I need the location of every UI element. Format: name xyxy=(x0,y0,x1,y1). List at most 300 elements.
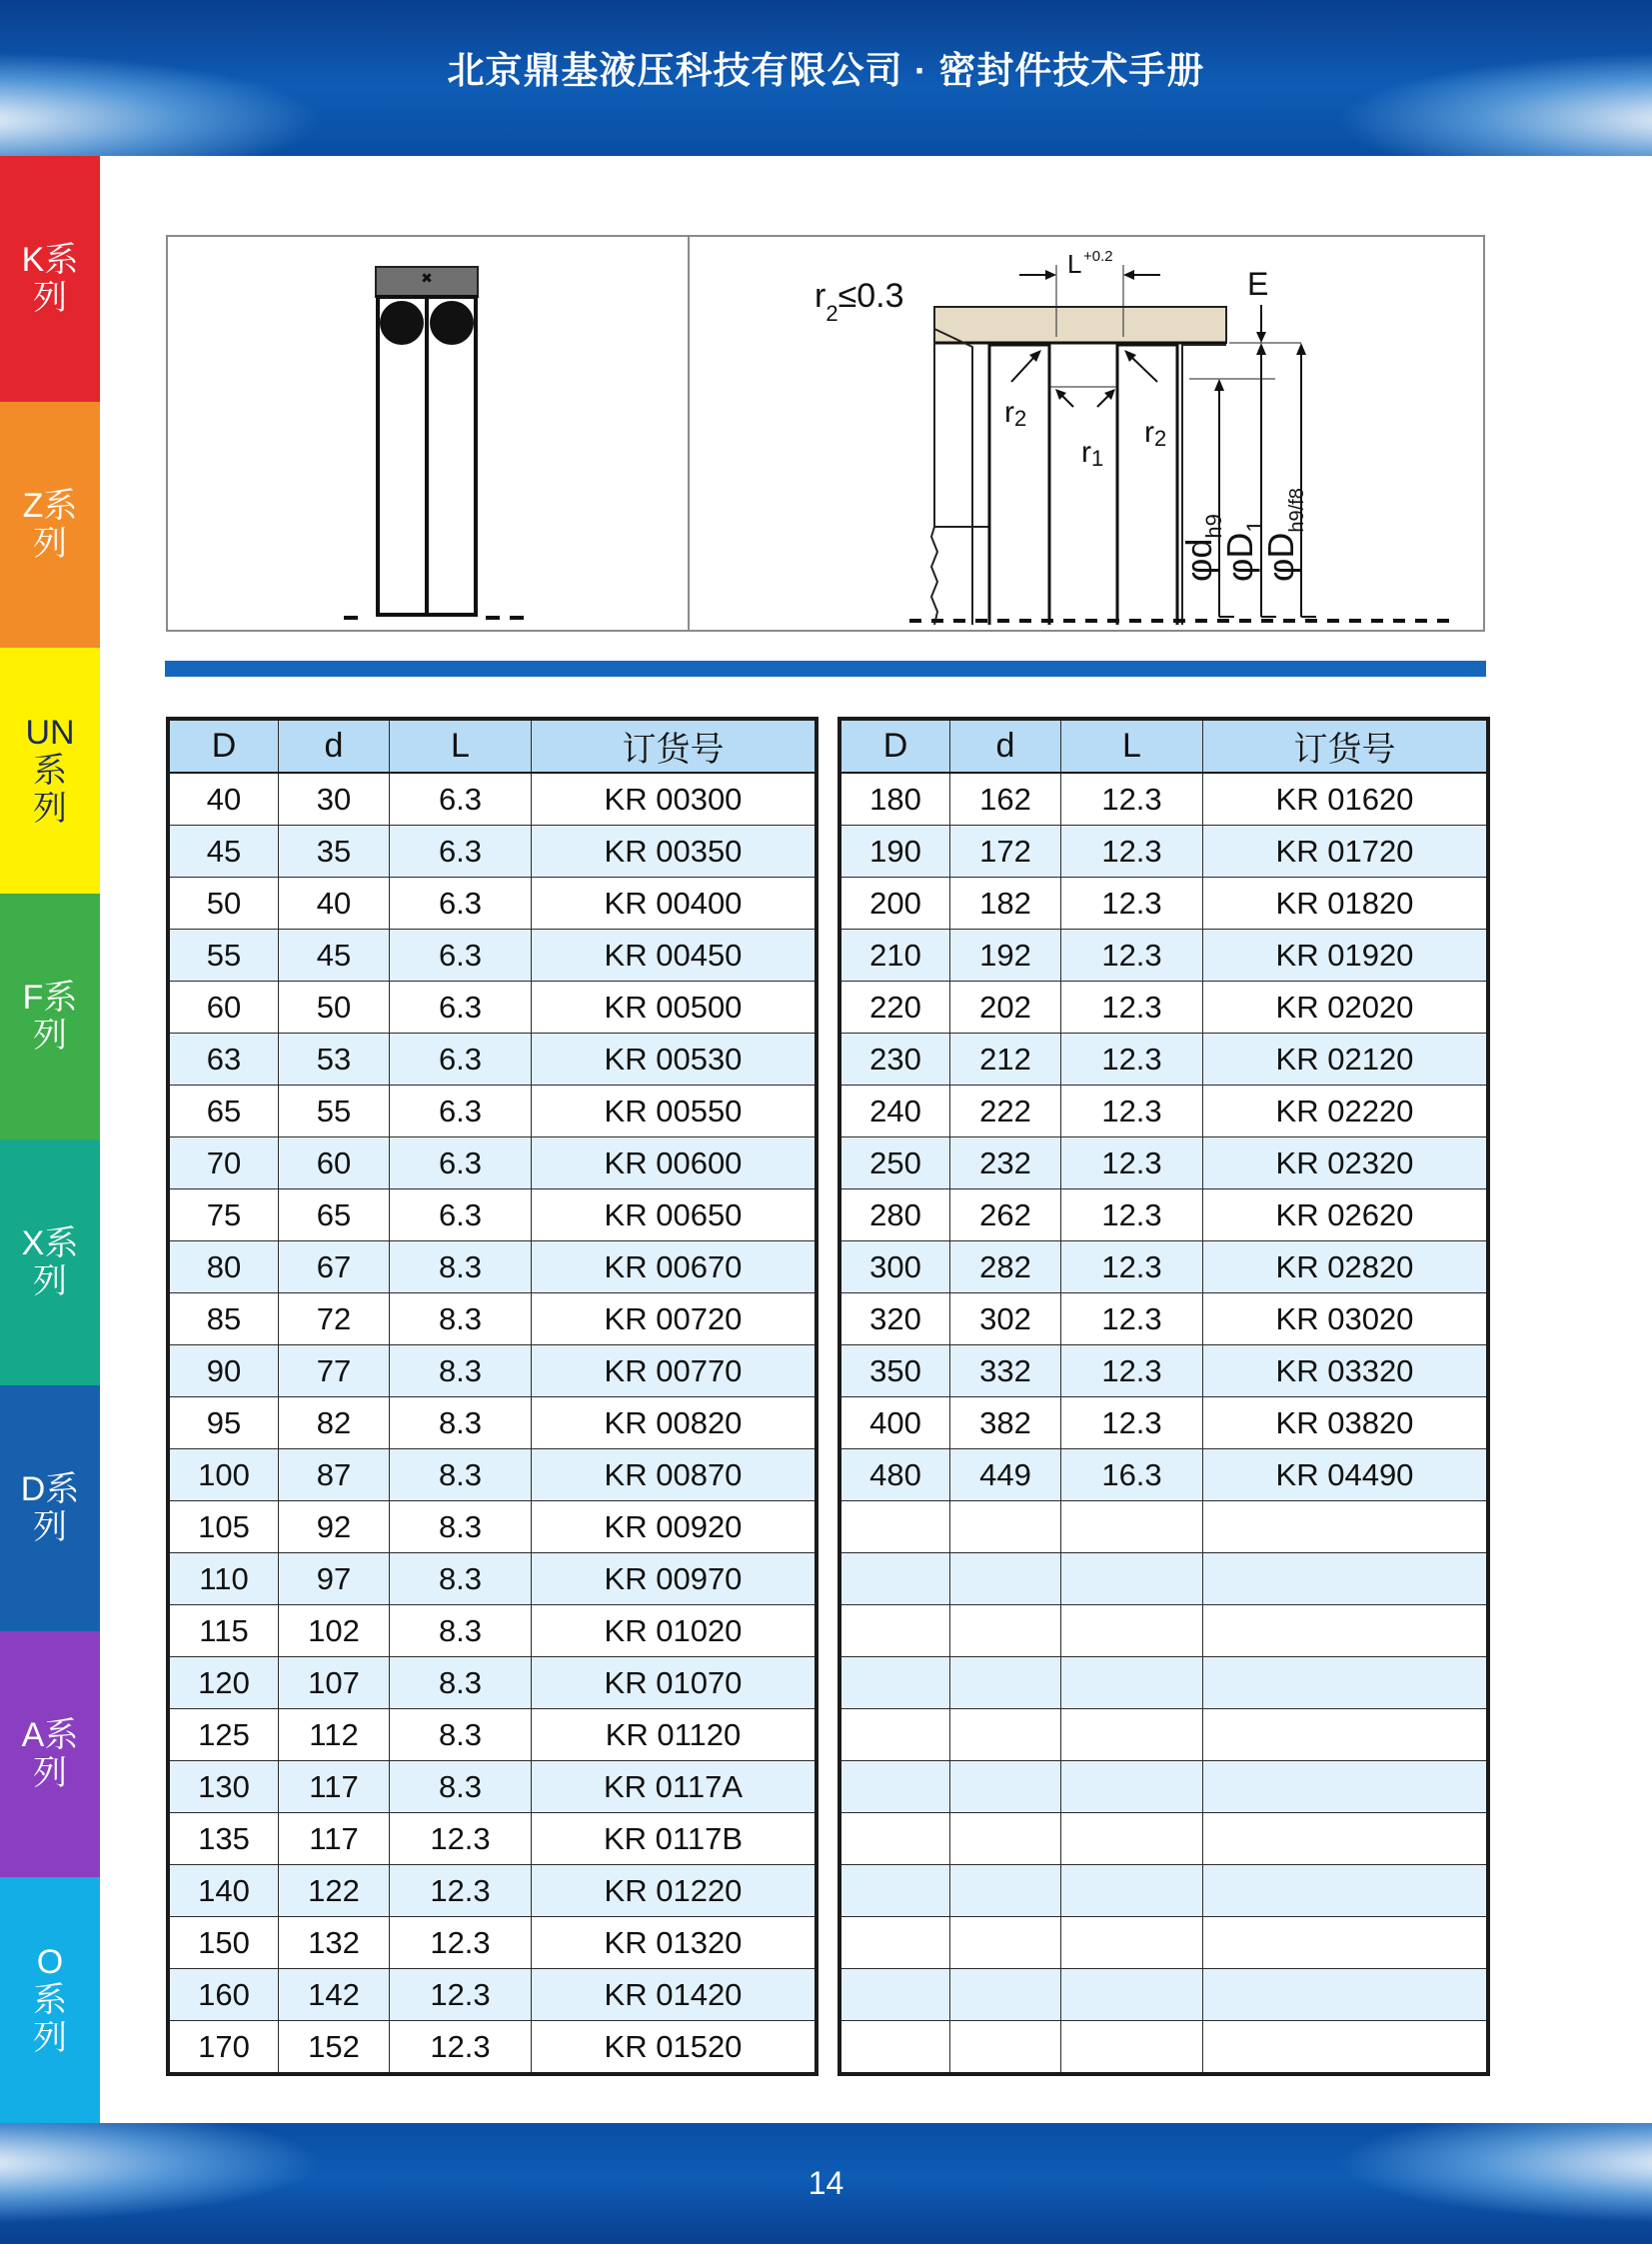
table-row xyxy=(839,1865,1488,1917)
cell-L: 12.3 xyxy=(1061,1293,1203,1345)
col-header-L: L xyxy=(1061,719,1203,773)
table-row xyxy=(168,1241,817,1293)
series-tab-x[interactable] xyxy=(0,1139,100,1385)
series-tab-label: O系列 xyxy=(33,1943,67,2057)
cell-d: 302 xyxy=(950,1293,1061,1345)
series-tab-label: D系列 xyxy=(20,1470,80,1546)
cell-L: 12.3 xyxy=(390,1813,532,1865)
cell-d: 117 xyxy=(279,1761,390,1813)
dim-phi-D: φ xyxy=(1260,558,1301,582)
cell-order-no xyxy=(1203,1709,1489,1761)
section-divider-bar xyxy=(165,661,1486,677)
table-row xyxy=(168,1917,817,1969)
series-tab-label: UN系列 xyxy=(25,714,75,828)
cell-d: 55 xyxy=(279,1086,390,1137)
table-row xyxy=(168,982,817,1034)
svg-text:r2≤0.3: $r_2\le 0.3$ xyxy=(815,277,904,326)
dim-r1: r xyxy=(1081,436,1091,469)
cell-d xyxy=(950,1969,1061,2021)
cell-order-no: KR 01020 xyxy=(532,1605,818,1657)
table-row xyxy=(168,1501,817,1553)
table-row xyxy=(839,1345,1488,1397)
cell-L: 12.3 xyxy=(1061,1241,1203,1293)
cell-d: 82 xyxy=(279,1397,390,1449)
table-row xyxy=(839,1241,1488,1293)
cell-D: 300 xyxy=(839,1241,950,1293)
cell-D: 250 xyxy=(839,1137,950,1189)
series-tab-strip xyxy=(0,156,100,2123)
cell-D: 70 xyxy=(168,1137,279,1189)
table-row xyxy=(168,1657,817,1709)
cell-D xyxy=(839,1865,950,1917)
table-row xyxy=(839,826,1488,878)
cell-L: 12.3 xyxy=(1061,773,1203,826)
table-row xyxy=(839,1709,1488,1761)
cell-order-no xyxy=(1203,1657,1489,1709)
cell-d xyxy=(950,1761,1061,1813)
cell-order-no: KR 01420 xyxy=(532,1969,818,2021)
cell-L: 8.3 xyxy=(390,1709,532,1761)
cell-L xyxy=(1061,1605,1203,1657)
cell-L: 8.3 xyxy=(390,1501,532,1553)
cell-D: 210 xyxy=(839,930,950,982)
cell-order-no: KR 00670 xyxy=(532,1241,818,1293)
col-header-d: d xyxy=(279,719,390,773)
cell-d: 97 xyxy=(279,1553,390,1605)
cell-d: 172 xyxy=(950,826,1061,878)
cell-L xyxy=(1061,1761,1203,1813)
cell-d: 65 xyxy=(279,1189,390,1241)
series-tab-label: F系列 xyxy=(22,979,78,1055)
table-row xyxy=(839,1553,1488,1605)
cell-D: 75 xyxy=(168,1189,279,1241)
table-row xyxy=(168,1397,817,1449)
table-row xyxy=(839,1813,1488,1865)
cell-D: 230 xyxy=(839,1034,950,1086)
cell-D: 63 xyxy=(168,1034,279,1086)
cell-D: 220 xyxy=(839,982,950,1034)
cell-D: 400 xyxy=(839,1397,950,1449)
table-row xyxy=(168,1813,817,1865)
cell-order-no: KR 03820 xyxy=(1203,1397,1489,1449)
svg-text:φdh9: $\varphi d_{h9}$ xyxy=(1178,514,1226,582)
cell-order-no: KR 00870 xyxy=(532,1449,818,1501)
cell-order-no: KR 02120 xyxy=(1203,1034,1489,1086)
cell-d: 142 xyxy=(279,1969,390,2021)
cell-D: 140 xyxy=(168,1865,279,1917)
table-row xyxy=(839,1189,1488,1241)
cell-d: 72 xyxy=(279,1293,390,1345)
cell-d xyxy=(950,1657,1061,1709)
cell-order-no xyxy=(1203,1813,1489,1865)
dim-L: L xyxy=(1067,249,1082,279)
cell-d: 152 xyxy=(279,2021,390,2075)
cell-order-no: KR 00970 xyxy=(532,1553,818,1605)
cell-order-no: KR 02820 xyxy=(1203,1241,1489,1293)
cell-d: 122 xyxy=(279,1865,390,1917)
table-row xyxy=(839,1917,1488,1969)
cell-d: 30 xyxy=(279,773,390,826)
cell-L: 8.3 xyxy=(390,1761,532,1813)
cell-D: 95 xyxy=(168,1397,279,1449)
cell-d: 162 xyxy=(950,773,1061,826)
cell-order-no: KR 04490 xyxy=(1203,1449,1489,1501)
table-row xyxy=(839,1501,1488,1553)
cell-D: 50 xyxy=(168,878,279,930)
cell-d xyxy=(950,1605,1061,1657)
cell-L xyxy=(1061,1553,1203,1605)
table-row xyxy=(839,1761,1488,1813)
cell-d: 182 xyxy=(950,878,1061,930)
cell-order-no: KR 00770 xyxy=(532,1345,818,1397)
svg-text:r2: r2 xyxy=(1144,416,1167,451)
table-row xyxy=(168,1086,817,1137)
cell-order-no: KR 03020 xyxy=(1203,1293,1489,1345)
table-row xyxy=(168,1034,817,1086)
cell-d: 40 xyxy=(279,878,390,930)
cell-D xyxy=(839,1813,950,1865)
cell-L: 12.3 xyxy=(390,1917,532,1969)
cell-order-no: KR 01070 xyxy=(532,1657,818,1709)
col-header-D: D xyxy=(839,719,950,773)
cell-d: 53 xyxy=(279,1034,390,1086)
cell-order-no xyxy=(1203,1553,1489,1605)
cell-order-no: KR 01720 xyxy=(1203,826,1489,878)
table-row xyxy=(839,2021,1488,2075)
col-header-order-no: 订货号 xyxy=(532,719,818,773)
svg-text:φD1: $\varphi D_1$ xyxy=(1219,520,1267,582)
cell-d: 262 xyxy=(950,1189,1061,1241)
cell-d: 50 xyxy=(279,982,390,1034)
cell-order-no xyxy=(1203,2021,1489,2075)
cell-D: 60 xyxy=(168,982,279,1034)
cell-L: 8.3 xyxy=(390,1605,532,1657)
cell-order-no xyxy=(1203,1761,1489,1813)
cell-L: 6.3 xyxy=(390,1034,532,1086)
cell-order-no: KR 01820 xyxy=(1203,878,1489,930)
series-tab-label: X系列 xyxy=(21,1224,79,1300)
cell-L: 8.3 xyxy=(390,1293,532,1345)
cell-D: 130 xyxy=(168,1761,279,1813)
cell-D: 190 xyxy=(839,826,950,878)
footer-banner xyxy=(0,2123,1652,2244)
col-header-L: L xyxy=(390,719,532,773)
cell-L xyxy=(1061,1657,1203,1709)
table-row xyxy=(839,1969,1488,2021)
table-row xyxy=(168,930,817,982)
dim-r2-left: r xyxy=(1004,396,1014,429)
cell-d: 112 xyxy=(279,1709,390,1761)
series-tab-d[interactable] xyxy=(0,1385,100,1631)
svg-text:r1: r1 xyxy=(1081,436,1104,471)
cell-L: 12.3 xyxy=(1061,878,1203,930)
cell-order-no: KR 0117A xyxy=(532,1761,818,1813)
cell-L: 12.3 xyxy=(1061,982,1203,1034)
cell-D: 65 xyxy=(168,1086,279,1137)
cell-order-no: KR 02220 xyxy=(1203,1086,1489,1137)
series-tab-f[interactable] xyxy=(0,894,100,1139)
cell-order-no: KR 00450 xyxy=(532,930,818,982)
table-row xyxy=(839,878,1488,930)
cell-D: 85 xyxy=(168,1293,279,1345)
cell-order-no: KR 00300 xyxy=(532,773,818,826)
table-row xyxy=(839,1086,1488,1137)
cell-D: 180 xyxy=(839,773,950,826)
table-header-row xyxy=(839,719,1488,773)
cell-d: 92 xyxy=(279,1501,390,1553)
page-number: 14 xyxy=(808,2165,844,2201)
cell-d: 67 xyxy=(279,1241,390,1293)
cell-d xyxy=(950,1813,1061,1865)
cell-L: 12.3 xyxy=(1061,1034,1203,1086)
series-tab-z[interactable] xyxy=(0,402,100,648)
cell-D: 150 xyxy=(168,1917,279,1969)
cell-D: 120 xyxy=(168,1657,279,1709)
cell-order-no xyxy=(1203,1969,1489,2021)
cell-order-no: KR 02020 xyxy=(1203,982,1489,1034)
cell-d: 45 xyxy=(279,930,390,982)
cell-d xyxy=(950,1917,1061,1969)
cell-D: 40 xyxy=(168,773,279,826)
cell-order-no: KR 00720 xyxy=(532,1293,818,1345)
cell-L xyxy=(1061,1969,1203,2021)
cell-d: 202 xyxy=(950,982,1061,1034)
table-row xyxy=(839,1657,1488,1709)
cell-order-no xyxy=(1203,1917,1489,1969)
cell-D: 350 xyxy=(839,1345,950,1397)
cell-order-no: KR 00600 xyxy=(532,1137,818,1189)
cell-d: 132 xyxy=(279,1917,390,1969)
cell-order-no xyxy=(1203,1605,1489,1657)
cell-L: 12.3 xyxy=(1061,1189,1203,1241)
cell-L: 6.3 xyxy=(390,773,532,826)
table-header-row xyxy=(168,719,817,773)
cell-order-no: KR 01120 xyxy=(532,1709,818,1761)
cell-d: 449 xyxy=(950,1449,1061,1501)
cell-L: 6.3 xyxy=(390,826,532,878)
cell-D xyxy=(839,1917,950,1969)
cell-L: 8.3 xyxy=(390,1449,532,1501)
table-row xyxy=(839,1397,1488,1449)
cell-L: 16.3 xyxy=(1061,1449,1203,1501)
cell-d: 117 xyxy=(279,1813,390,1865)
dim-r2-max: r xyxy=(815,277,826,315)
cell-D: 320 xyxy=(839,1293,950,1345)
cell-d xyxy=(950,1865,1061,1917)
cell-L: 8.3 xyxy=(390,1241,532,1293)
series-tab-un[interactable] xyxy=(0,648,100,894)
table-row xyxy=(168,1969,817,2021)
cell-D: 55 xyxy=(168,930,279,982)
cell-d: 192 xyxy=(950,930,1061,982)
table-row xyxy=(839,1293,1488,1345)
svg-text:φDh9/f8: $\varphi D_{h9/f8}$ xyxy=(1260,488,1308,582)
table-row xyxy=(168,1293,817,1345)
table-row xyxy=(168,1189,817,1241)
table-row xyxy=(839,930,1488,982)
cell-L: 12.3 xyxy=(1061,1345,1203,1397)
series-tab-label: K系列 xyxy=(21,241,79,317)
cell-L: 12.3 xyxy=(390,1969,532,2021)
cell-order-no: KR 00400 xyxy=(532,878,818,930)
cell-order-no: KR 00350 xyxy=(532,826,818,878)
cell-order-no: KR 01920 xyxy=(1203,930,1489,982)
table-row xyxy=(168,826,817,878)
cell-L: 12.3 xyxy=(1061,1137,1203,1189)
cell-L: 12.3 xyxy=(1061,826,1203,878)
cell-L xyxy=(1061,2021,1203,2075)
cell-D: 80 xyxy=(168,1241,279,1293)
cell-d: 232 xyxy=(950,1137,1061,1189)
cell-D: 45 xyxy=(168,826,279,878)
cell-D: 125 xyxy=(168,1709,279,1761)
cell-L: 12.3 xyxy=(1061,1397,1203,1449)
cell-order-no: KR 02320 xyxy=(1203,1137,1489,1189)
cell-L xyxy=(1061,1813,1203,1865)
cell-order-no xyxy=(1203,1501,1489,1553)
dim-r2-right: r xyxy=(1144,416,1154,449)
cell-d: 77 xyxy=(279,1345,390,1397)
series-tab-label: Z系列 xyxy=(22,487,78,563)
cell-d: 332 xyxy=(950,1345,1061,1397)
cell-d xyxy=(950,1553,1061,1605)
cell-L: 12.3 xyxy=(390,2021,532,2075)
cell-D: 280 xyxy=(839,1189,950,1241)
cell-D xyxy=(839,1501,950,1553)
cell-D xyxy=(839,1761,950,1813)
cell-L: 8.3 xyxy=(390,1345,532,1397)
series-tab-k[interactable] xyxy=(0,156,100,402)
cell-d: 282 xyxy=(950,1241,1061,1293)
cell-D xyxy=(839,1969,950,2021)
cell-L: 12.3 xyxy=(390,1865,532,1917)
cell-D: 170 xyxy=(168,2021,279,2075)
cell-order-no: KR 01620 xyxy=(1203,773,1489,826)
cell-D xyxy=(839,1709,950,1761)
cell-D: 240 xyxy=(839,1086,950,1137)
cell-L: 6.3 xyxy=(390,1137,532,1189)
cell-order-no: KR 00530 xyxy=(532,1034,818,1086)
table-row xyxy=(168,1449,817,1501)
cell-d xyxy=(950,1501,1061,1553)
cell-D: 200 xyxy=(839,878,950,930)
dim-E: E xyxy=(1247,266,1269,302)
cell-d: 382 xyxy=(950,1397,1061,1449)
table-body xyxy=(168,773,817,2074)
table-row xyxy=(168,1605,817,1657)
svg-text:✖: ✖ xyxy=(421,271,433,287)
installation-drawing xyxy=(690,237,1483,630)
cell-D: 110 xyxy=(168,1553,279,1605)
cell-d: 222 xyxy=(950,1086,1061,1137)
cell-L xyxy=(1061,1865,1203,1917)
table-row xyxy=(839,1449,1488,1501)
table-row xyxy=(168,1709,817,1761)
cell-order-no: KR 02620 xyxy=(1203,1189,1489,1241)
cell-D: 115 xyxy=(168,1605,279,1657)
series-tab-label: A系列 xyxy=(21,1716,79,1792)
table-body xyxy=(839,773,1488,2074)
table-row xyxy=(839,1034,1488,1086)
cell-order-no: KR 03320 xyxy=(1203,1345,1489,1397)
page-title: 北京鼎基液压科技有限公司 · 密封件技术手册 xyxy=(447,50,1205,91)
cell-L: 8.3 xyxy=(390,1657,532,1709)
table-row xyxy=(168,1553,817,1605)
cell-L: 8.3 xyxy=(390,1397,532,1449)
dim-phi-D1: φ xyxy=(1219,558,1260,582)
table-row xyxy=(168,878,817,930)
cell-D xyxy=(839,1657,950,1709)
cell-D: 135 xyxy=(168,1813,279,1865)
cell-D: 105 xyxy=(168,1501,279,1553)
table-row xyxy=(168,1865,817,1917)
table-row xyxy=(168,1137,817,1189)
cell-L: 6.3 xyxy=(390,1189,532,1241)
cell-D xyxy=(839,1553,950,1605)
table-row xyxy=(168,2021,817,2075)
cell-d: 60 xyxy=(279,1137,390,1189)
cell-d: 212 xyxy=(950,1034,1061,1086)
cell-D xyxy=(839,1605,950,1657)
cell-L: 6.3 xyxy=(390,1086,532,1137)
cell-order-no: KR 00550 xyxy=(532,1086,818,1137)
table-row xyxy=(168,1345,817,1397)
dim-phi-d: φ xyxy=(1178,558,1219,582)
cell-order-no: KR 00650 xyxy=(532,1189,818,1241)
cell-order-no xyxy=(1203,1865,1489,1917)
col-header-order-no: 订货号 xyxy=(1203,719,1489,773)
cell-D: 160 xyxy=(168,1969,279,2021)
cell-d: 35 xyxy=(279,826,390,878)
cell-d: 87 xyxy=(279,1449,390,1501)
series-tab-o[interactable] xyxy=(0,1877,100,2123)
table-row xyxy=(839,1137,1488,1189)
cell-order-no: KR 01320 xyxy=(532,1917,818,1969)
cell-D: 100 xyxy=(168,1449,279,1501)
svg-text:r2: r2 xyxy=(1004,396,1027,431)
table-row xyxy=(168,773,817,826)
series-tab-a[interactable] xyxy=(0,1631,100,1877)
cell-L: 8.3 xyxy=(390,1553,532,1605)
table-row xyxy=(839,773,1488,826)
cell-D xyxy=(839,2021,950,2075)
cell-L xyxy=(1061,1917,1203,1969)
cell-D: 480 xyxy=(839,1449,950,1501)
dim-L-tolerance: +0.2 xyxy=(1083,248,1113,265)
table-row xyxy=(839,1605,1488,1657)
cell-d xyxy=(950,2021,1061,2075)
table-row xyxy=(839,982,1488,1034)
col-header-D: D xyxy=(168,719,279,773)
cell-order-no: KR 01220 xyxy=(532,1865,818,1917)
cell-L: 6.3 xyxy=(390,930,532,982)
cell-L: 12.3 xyxy=(1061,1086,1203,1137)
cell-L: 6.3 xyxy=(390,982,532,1034)
cell-D: 90 xyxy=(168,1345,279,1397)
header-banner xyxy=(0,0,1652,156)
seal-cross-section xyxy=(168,237,686,630)
cell-L: 12.3 xyxy=(1061,930,1203,982)
order-table-right xyxy=(837,717,1490,2076)
cell-L: 6.3 xyxy=(390,878,532,930)
col-header-d: d xyxy=(950,719,1061,773)
cell-order-no: KR 00500 xyxy=(532,982,818,1034)
table-row xyxy=(168,1761,817,1813)
cell-d xyxy=(950,1709,1061,1761)
cell-order-no: KR 01520 xyxy=(532,2021,818,2075)
cell-d: 102 xyxy=(279,1605,390,1657)
cell-L xyxy=(1061,1709,1203,1761)
